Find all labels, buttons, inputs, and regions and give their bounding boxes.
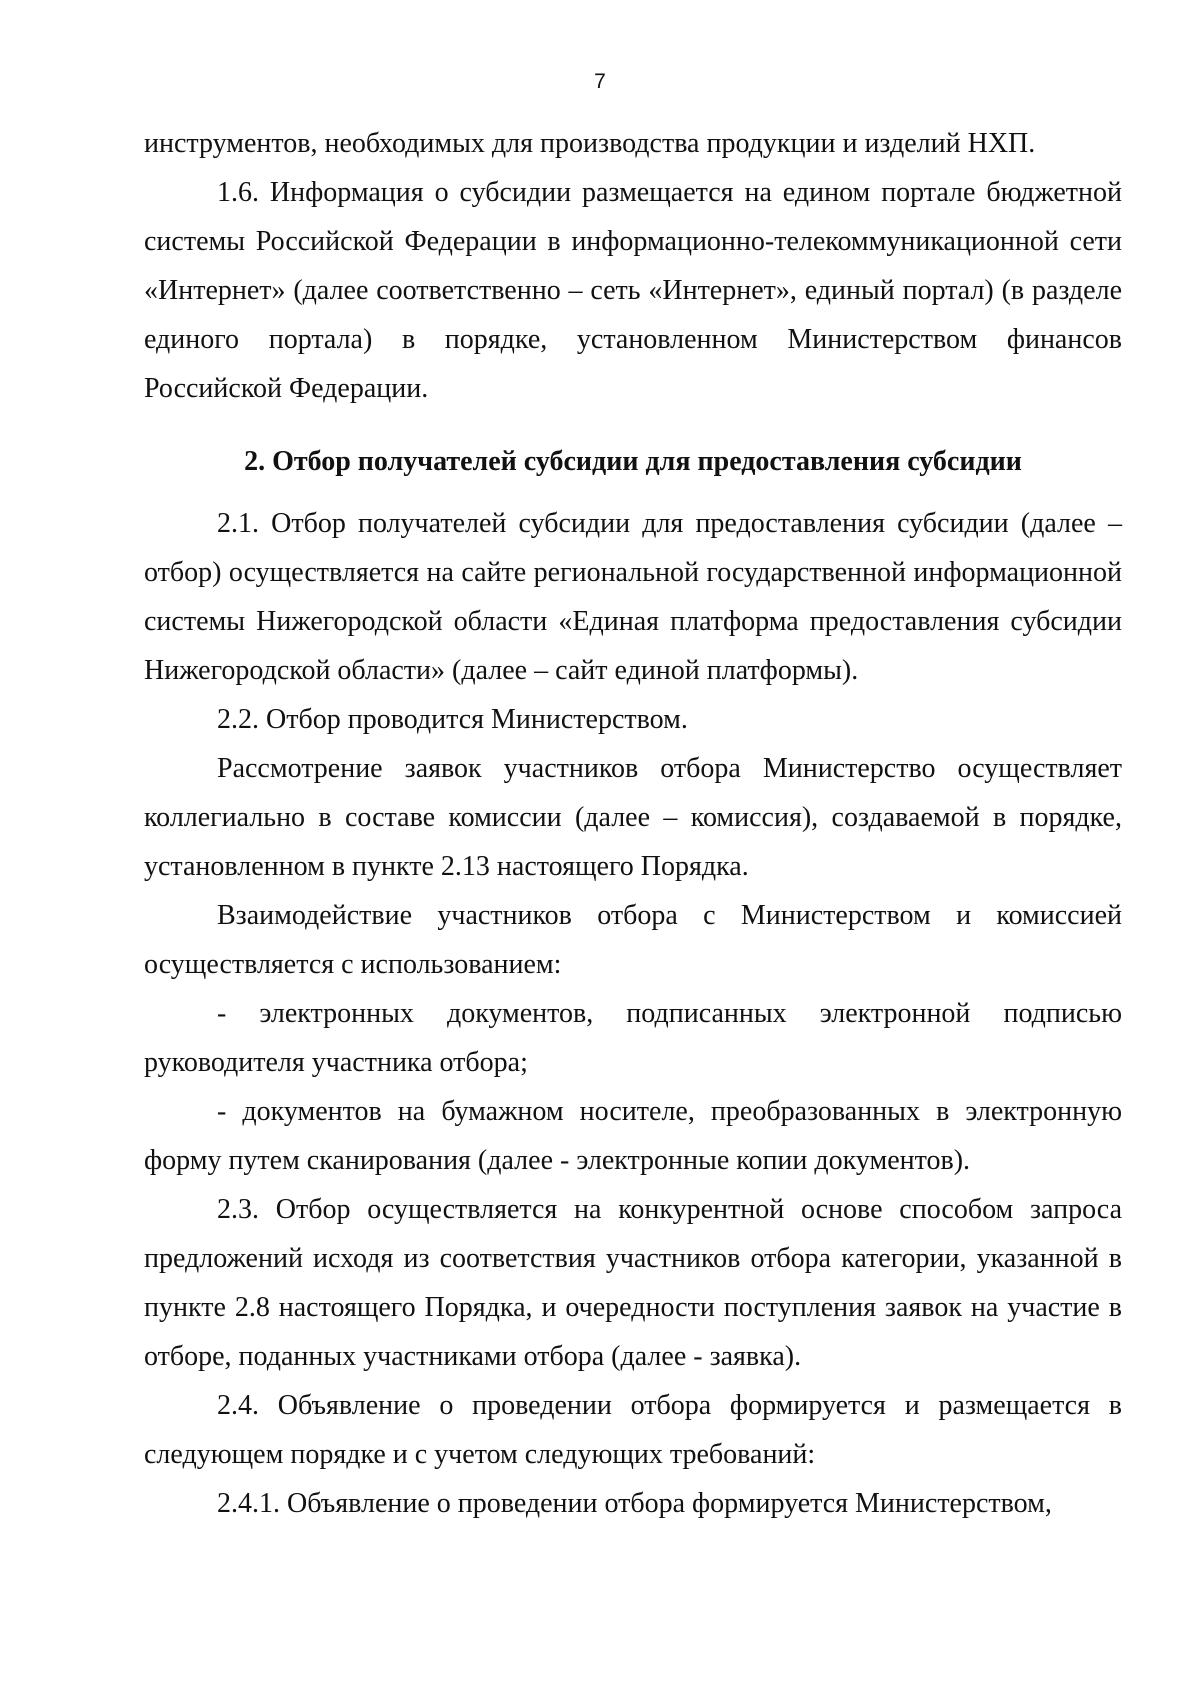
paragraph-2-3: 2.3. Отбор осуществляется на конкурентной основе способом запроса предложений исходя из соответствия участников отбора категории, указанной в пункте 2.8 настоящего Порядка, и очередности поступления заявок на участие в отборе, поданных участниками отбора (далее - заявка).	[144, 1194, 1122, 1372]
section-title: 2. Отбор получателей субсидии для предоставления субсидии	[244, 446, 1022, 477]
paragraph-1-6: 1.6. Информация о субсидии размещается на едином портале бюджетной системы Российской Федерации в информационно-телекоммуникационной сети «Интернет» (далее соответственно – сеть «Интернет», единый портал) (в разделе единого портала) в порядке, установленном Министерством финансов Российской Федерации.	[144, 177, 1122, 404]
top-paragraphs	[144, 119, 1122, 413]
paragraph-continued: инструментов, необходимых для производства продукции и изделий НХП.	[144, 128, 1036, 159]
section-paragraphs	[144, 499, 1122, 1528]
paragraph-2-4-1: 2.4.1. Объявление о проведении отбора формируется Министерством,	[217, 1488, 1052, 1519]
paragraph-2-4: 2.4. Объявление о проведении отбора формируется и размещается в следующем порядке и с учетом следующих требований:	[144, 1390, 1122, 1470]
list-item-electronic-documents: - электронных документов, подписанных электронной подписью руководителя участника отбора;	[144, 998, 1122, 1078]
paragraph-2-2-review: Рассмотрение заявок участников отбора Министерство осуществляет коллегиально в составе комиссии (далее – комиссия), создаваемой в порядке, установленном в пункте 2.13 настоящего Порядка.	[144, 753, 1122, 882]
paragraph-2-2: 2.2. Отбор проводится Министерством.	[217, 704, 688, 735]
paragraph-2-1: 2.1. Отбор получателей субсидии для предоставления субсидии (далее – отбор) осуществляется на сайте региональной государственной информационной системы Нижегородской области «Единая платформа предоставления субсидии Нижегородской области» (далее – сайт единой платформы).	[144, 508, 1122, 686]
paragraph-2-2-interaction: Взаимодействие участников отбора с Министерством и комиссией осуществляется с использованием:	[144, 900, 1122, 980]
document-body	[144, 119, 1122, 1528]
page-number: 7	[594, 70, 606, 93]
list-item-paper-documents: - документов на бумажном носителе, преобразованных в электронную форму путем сканирования (далее - электронные копии документов).	[144, 1096, 1122, 1176]
